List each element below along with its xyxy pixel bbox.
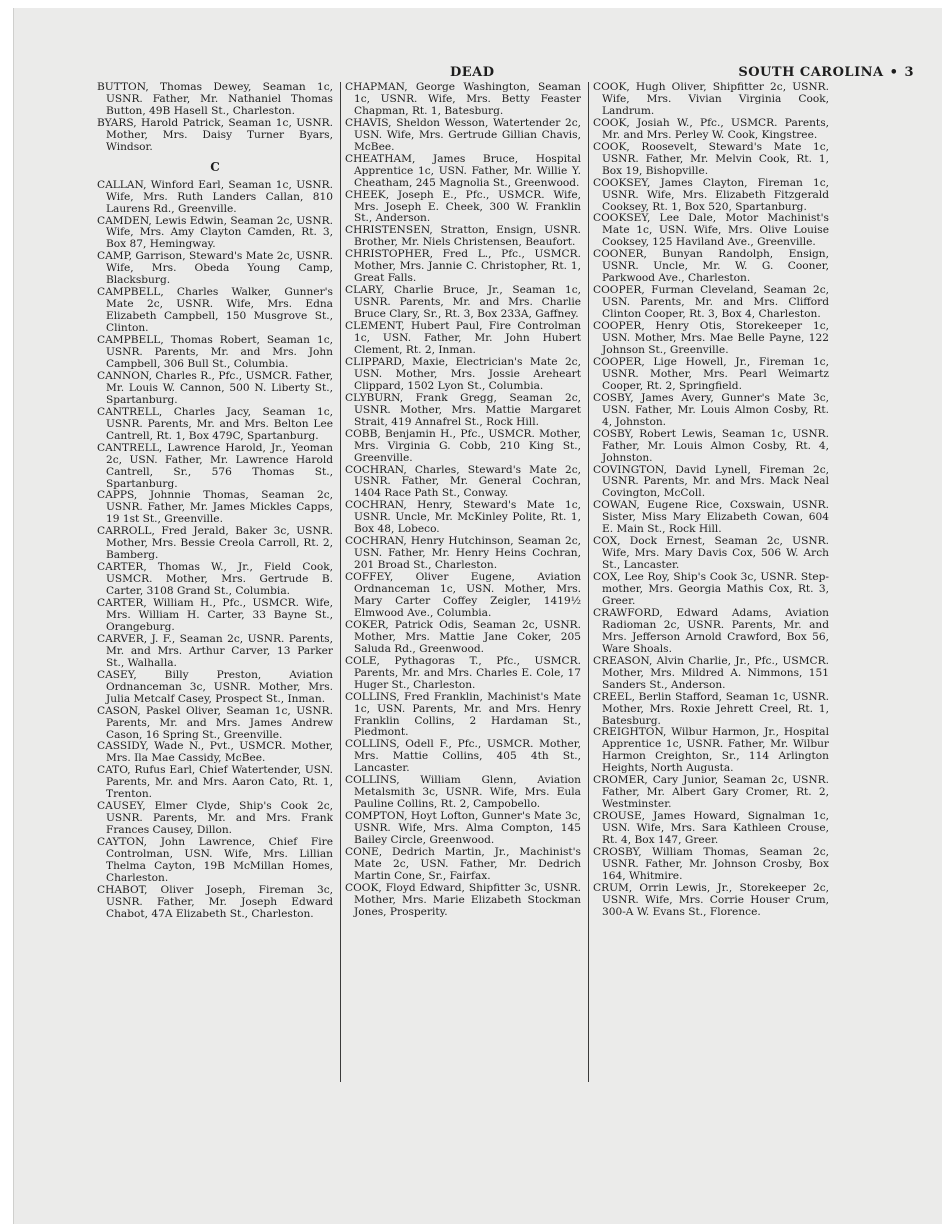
- list-item: COX, Dock Ernest, Seaman 2c, USNR. Wife, Mrs. Mary Davis Cox, 506 W. Arch St., Lancaster.: [593, 535, 829, 572]
- list-item: COOPER, Henry Otis, Storekeeper 1c, USN. Mother, Mrs. Mae Belle Payne, 122 Johnson St., Greenville.: [593, 320, 829, 356]
- list-item: CLYBURN, Frank Gregg, Seaman 2c, USNR. Mother, Mrs. Mattie Margaret Strait, 419 Annafrel St., Rock Hill.: [345, 391, 581, 428]
- list-item: CASSIDY, Wade N., Pvt., USMCR. Mother, Mrs. Ila Mae Cassidy, McBee.: [97, 740, 333, 765]
- list-item: COX, Lee Roy, Ship's Cook 3c, USNR. Step-mother, Mrs. Georgia Mathis Cox, Rt. 3, Greer.: [593, 571, 829, 607]
- list-item: CONE, Dedrich Martin, Jr., Machinist's Mate 2c, USN. Father, Mr. Dedrich Martin Cone, Sr., Fairfax.: [345, 846, 581, 882]
- list-item: CAPPS, Johnnie Thomas, Seaman 2c, USNR. Father, Mr. James Mickles Capps, 19 1st St., Greenville.: [97, 489, 333, 526]
- list-item: CARTER, Thomas W., Jr., Field Cook, USMCR. Mother, Mrs. Gertrude B. Carter, 3108 Grand St., Columbia.: [97, 561, 333, 598]
- list-item: CRAWFORD, Edward Adams, Aviation Radioman 2c, USNR. Parents, Mr. and Mrs. Jefferson Arnold Crawford, Box 56, Ware Shoals.: [593, 606, 829, 655]
- list-item: COWAN, Eugene Rice, Coxswain, USNR. Sister, Miss Mary Elizabeth Cowan, 604 E. Main St., Rock Hill.: [593, 499, 829, 536]
- list-item: BYARS, Harold Patrick, Seaman 1c, USNR. Mother, Mrs. Daisy Turner Byars, Windsor.: [97, 116, 333, 153]
- list-item: COOKSEY, James Clayton, Fireman 1c, USNR. Wife, Mrs. Elizabeth Fitzgerald Cooksey, Rt. 1, Box 520, Spartanburg.: [593, 176, 829, 213]
- list-item: CHRISTOPHER, Fred L., Pfc., USMCR. Mother, Mrs. Jannie C. Christopher, Rt. 1, Great Falls.: [345, 248, 581, 285]
- list-item: CAMP, Garrison, Steward's Mate 2c, USNR. Wife, Mrs. Obeda Young Camp, Blacksburg.: [97, 250, 333, 287]
- list-item: CAMPBELL, Thomas Robert, Seaman 1c, USNR. Parents, Mr. and Mrs. John Campbell, 306 Bull St., Columbia.: [97, 334, 333, 370]
- list-item: COMPTON, Hoyt Lofton, Gunner's Mate 3c, USNR. Wife, Mrs. Alma Compton, 145 Bailey Circle, Greenwood.: [345, 810, 581, 847]
- list-item: COLLINS, William Glenn, Aviation Metalsmith 3c, USNR. Wife, Mrs. Eula Pauline Collins, Rt. 2, Campobello.: [345, 774, 581, 811]
- list-item: COOK, Josiah W., Pfc., USMCR. Parents, Mr. and Mrs. Perley W. Cook, Kingstree.: [593, 116, 829, 141]
- list-item: COONER, Bunyan Randolph, Ensign, USNR. Uncle, Mr. W. G. Cooner, Parkwood Ave., Charleston.: [593, 248, 829, 285]
- section-heading: DEAD: [450, 65, 495, 80]
- list-item: COOK, Roosevelt, Steward's Mate 1c, USNR. Father, Mr. Melvin Cook, Rt. 1, Box 19, Bishopville.: [593, 140, 829, 177]
- list-item: CANTRELL, Charles Jacy, Seaman 1c, USNR. Parents, Mr. and Mrs. Belton Lee Cantrell, Rt. 1, Box 479C, Spartanburg.: [97, 405, 333, 442]
- list-item: CASEY, Billy Preston, Aviation Ordnanceman 3c, USNR. Mother, Mrs. Julia Metcalf Casey, Prospect St., Inman.: [97, 668, 333, 705]
- list-item: CHABOT, Oliver Joseph, Fireman 3c, USNR. Father, Mr. Joseph Edward Chabot, 47A Elizabeth St., Charleston.: [97, 883, 333, 920]
- list-item: CREIGHTON, Wilbur Harmon, Jr., Hospital Apprentice 1c, USNR. Father, Mr. Wilbur Harmon Creighton, Sr., 114 Arlington Heights, North Augusta.: [593, 726, 829, 775]
- list-item: COLLINS, Fred Franklin, Machinist's Mate 1c, USN. Parents, Mr. and Mrs. Henry Franklin Collins, 2 Hardaman St., Piedmont.: [345, 690, 581, 739]
- list-item: COCHRAN, Henry Hutchinson, Seaman 2c, USN. Father, Mr. Henry Heins Cochran, 201 Broad St., Charleston.: [345, 535, 581, 572]
- running-header: [738, 65, 914, 80]
- list-item: COOPER, Furman Cleveland, Seaman 2c, USN. Parents, Mr. and Mrs. Clifford Clinton Cooper, Rt. 3, Box 4, Charleston.: [593, 284, 829, 321]
- list-item: CREASON, Alvin Charlie, Jr., Pfc., USMCR. Mother, Mrs. Mildred A. Nimmons, 151 Sanders St., Anderson.: [593, 654, 829, 691]
- list-item: CHRISTENSEN, Stratton, Ensign, USNR. Brother, Mr. Niels Christensen, Beaufort.: [345, 224, 581, 249]
- entries-after-letter: [97, 180, 333, 921]
- entries-before-letter: [97, 82, 333, 154]
- list-item: CARTER, William H., Pfc., USMCR. Wife, Mrs. William H. Carter, 33 Bayne St., Orangeburg.: [97, 597, 333, 633]
- list-item: CASON, Paskel Oliver, Seaman 1c, USNR. Parents, Mr. and Mrs. James Andrew Cason, 16 Spring St., Greenville.: [97, 704, 333, 741]
- list-item: CLEMENT, Hubert Paul, Fire Controlman 1c, USN. Father, Mr. John Hubert Clement, Rt. 2, Inman.: [345, 320, 581, 356]
- list-item: COCHRAN, Henry, Steward's Mate 1c, USNR. Uncle, Mr. McKinley Polite, Rt. 1, Box 48, Lobeco.: [345, 499, 581, 536]
- list-item: COSBY, Robert Lewis, Seaman 1c, USNR. Father, Mr. Louis Almon Cosby, Rt. 4, Johnston.: [593, 427, 829, 464]
- list-item: CHAVIS, Sheldon Wesson, Watertender 2c, USN. Wife, Mrs. Gertrude Gillian Chavis, McBee.: [345, 116, 581, 153]
- list-item: CATO, Rufus Earl, Chief Watertender, USN. Parents, Mr. and Mrs. Aaron Cato, Rt. 1, Trenton.: [97, 764, 333, 801]
- list-item: CLIPPARD, Maxie, Electrician's Mate 2c, USN. Mother, Mrs. Jossie Areheart Clippard, 1502 Lyon St., Columbia.: [345, 355, 581, 392]
- list-item: BUTTON, Thomas Dewey, Seaman 1c, USNR. Father, Mr. Nathaniel Thomas Button, 49B Hasell St., Charleston.: [97, 82, 333, 117]
- list-item: COSBY, James Avery, Gunner's Mate 3c, USN. Father, Mr. Louis Almon Cosby, Rt. 4, Johnston.: [593, 391, 829, 428]
- column-divider: [588, 82, 589, 1082]
- list-item: COOK, Floyd Edward, Shipfitter 3c, USNR. Mother, Mrs. Marie Elizabeth Stockman Jones, Prosperity.: [345, 881, 581, 918]
- list-item: CHEATHAM, James Bruce, Hospital Apprentice 1c, USN. Father, Mr. Willie Y. Cheatham, 245 Magnolia St., Greenwood.: [345, 152, 581, 189]
- list-item: COOKSEY, Lee Dale, Motor Machinist's Mate 1c, USN. Wife, Mrs. Olive Louise Cooksey, 125 Haviland Ave., Greenville.: [593, 212, 829, 249]
- column-2: [345, 82, 581, 1092]
- list-item: COOPER, Lige Howell, Jr., Fireman 1c, USNR. Mother, Mrs. Pearl Weimartz Cooper, Rt. 2, Springfield.: [593, 355, 829, 392]
- list-item: COCHRAN, Charles, Steward's Mate 2c, USNR. Father, Mr. General Cochran, 1404 Race Path St., Conway.: [345, 463, 581, 500]
- list-item: CARROLL, Fred Jerald, Baker 3c, USNR. Mother, Mrs. Bessie Creola Carroll, Rt. 2, Bamberg.: [97, 525, 333, 562]
- list-item: CAMPBELL, Charles Walker, Gunner's Mate 2c, USNR. Wife, Mrs. Edna Elizabeth Campbell, 150 Musgrove St., Clinton.: [97, 286, 333, 335]
- column-3: [593, 82, 829, 1092]
- state-name: SOUTH CAROLINA: [738, 65, 884, 80]
- list-item: CARVER, J. F., Seaman 2c, USNR. Parents, Mr. and Mrs. Arthur Carver, 13 Parker St., Walhalla.: [97, 632, 333, 669]
- bullet-separator: •: [889, 65, 899, 80]
- list-item: CROSBY, William Thomas, Seaman 2c, USNR. Father, Mr. Johnson Crosby, Box 164, Whitmire.: [593, 846, 829, 882]
- list-item: CANNON, Charles R., Pfc., USMCR. Father, Mr. Louis W. Cannon, 500 N. Liberty St., Spartanburg.: [97, 369, 333, 406]
- list-item: CAUSEY, Elmer Clyde, Ship's Cook 2c, USNR. Parents, Mr. and Mrs. Frank Frances Causey, Dillon.: [97, 800, 333, 837]
- list-item: COVINGTON, David Lynell, Fireman 2c, USNR. Parents, Mr. and Mrs. Mack Neal Covington, McColl.: [593, 463, 829, 500]
- list-item: COLE, Pythagoras T., Pfc., USMCR. Parents, Mr. and Mrs. Charles E. Cole, 17 Huger St., Charleston.: [345, 654, 581, 691]
- list-item: CLARY, Charlie Bruce, Jr., Seaman 1c, USNR. Parents, Mr. and Mrs. Charlie Bruce Clary, Sr., Rt. 3, Box 233A, Gaffney.: [345, 284, 581, 321]
- list-item: CALLAN, Winford Earl, Seaman 1c, USNR. Wife, Mrs. Ruth Landers Callan, 810 Laurens Rd., Greenville.: [97, 178, 333, 215]
- list-item: CHAPMAN, George Washington, Seaman 1c, USNR. Wife, Mrs. Betty Feaster Chapman, Rt. 1, Batesburg.: [345, 82, 581, 117]
- list-item: COFFEY, Oliver Eugene, Aviation Ordnanceman 1c, USN. Mother, Mrs. Mary Carter Coffey Zeigler, 1419½ Elmwood Ave., Columbia.: [345, 571, 581, 619]
- list-item: CAYTON, John Lawrence, Chief Fire Controlman, USN. Wife, Mrs. Lillian Thelma Cayton, 19B McMillan Homes, Charleston.: [97, 836, 333, 884]
- section-letter: C: [210, 159, 220, 174]
- list-item: COKER, Patrick Odis, Seaman 2c, USNR. Mother, Mrs. Mattie Jane Coker, 205 Saluda Rd., Greenwood.: [345, 618, 581, 655]
- list-item: CREEL, Berlin Stafford, Seaman 1c, USNR. Mother, Mrs. Roxie Jehrett Creel, Rt. 1, Batesburg.: [593, 690, 829, 727]
- list-item: COLLINS, Odell F., Pfc., USMCR. Mother, Mrs. Mattie Collins, 405 4th St., Lancaster.: [345, 738, 581, 775]
- list-item: CROMER, Cary Junior, Seaman 2c, USNR. Father, Mr. Albert Gary Cromer, Rt. 2, Westminster.: [593, 774, 829, 811]
- list-item: COBB, Benjamin H., Pfc., USMCR. Mother, Mrs. Virginia G. Cobb, 210 King St., Greenville.: [345, 427, 581, 464]
- column-1: [97, 82, 333, 1092]
- list-item: CHEEK, Joseph E., Pfc., USMCR. Wife, Mrs. Joseph E. Cheek, 300 W. Franklin St., Anderson.: [345, 188, 581, 225]
- list-item: CANTRELL, Lawrence Harold, Jr., Yeoman 2c, USN. Father, Mr. Lawrence Harold Cantrell, Sr., 576 Thomas St., Spartanburg.: [97, 441, 333, 490]
- list-item: COOK, Hugh Oliver, Shipfitter 2c, USNR. Wife, Mrs. Vivian Virginia Cook, Landrum.: [593, 82, 829, 117]
- list-item: CRUM, Orrin Lewis, Jr., Storekeeper 2c, USNR. Wife, Mrs. Corrie Houser Crum, 300-A W. Evans St., Florence.: [593, 881, 829, 918]
- list-item: CROUSE, James Howard, Signalman 1c, USN. Wife, Mrs. Sara Kathleen Crouse, Rt. 4, Box 147, Greer.: [593, 810, 829, 847]
- page-number: 3: [904, 65, 914, 80]
- column-divider: [340, 82, 341, 1082]
- list-item: CAMDEN, Lewis Edwin, Seaman 2c, USNR. Wife, Mrs. Amy Clayton Camden, Rt. 3, Box 87, Hemingway.: [97, 214, 333, 251]
